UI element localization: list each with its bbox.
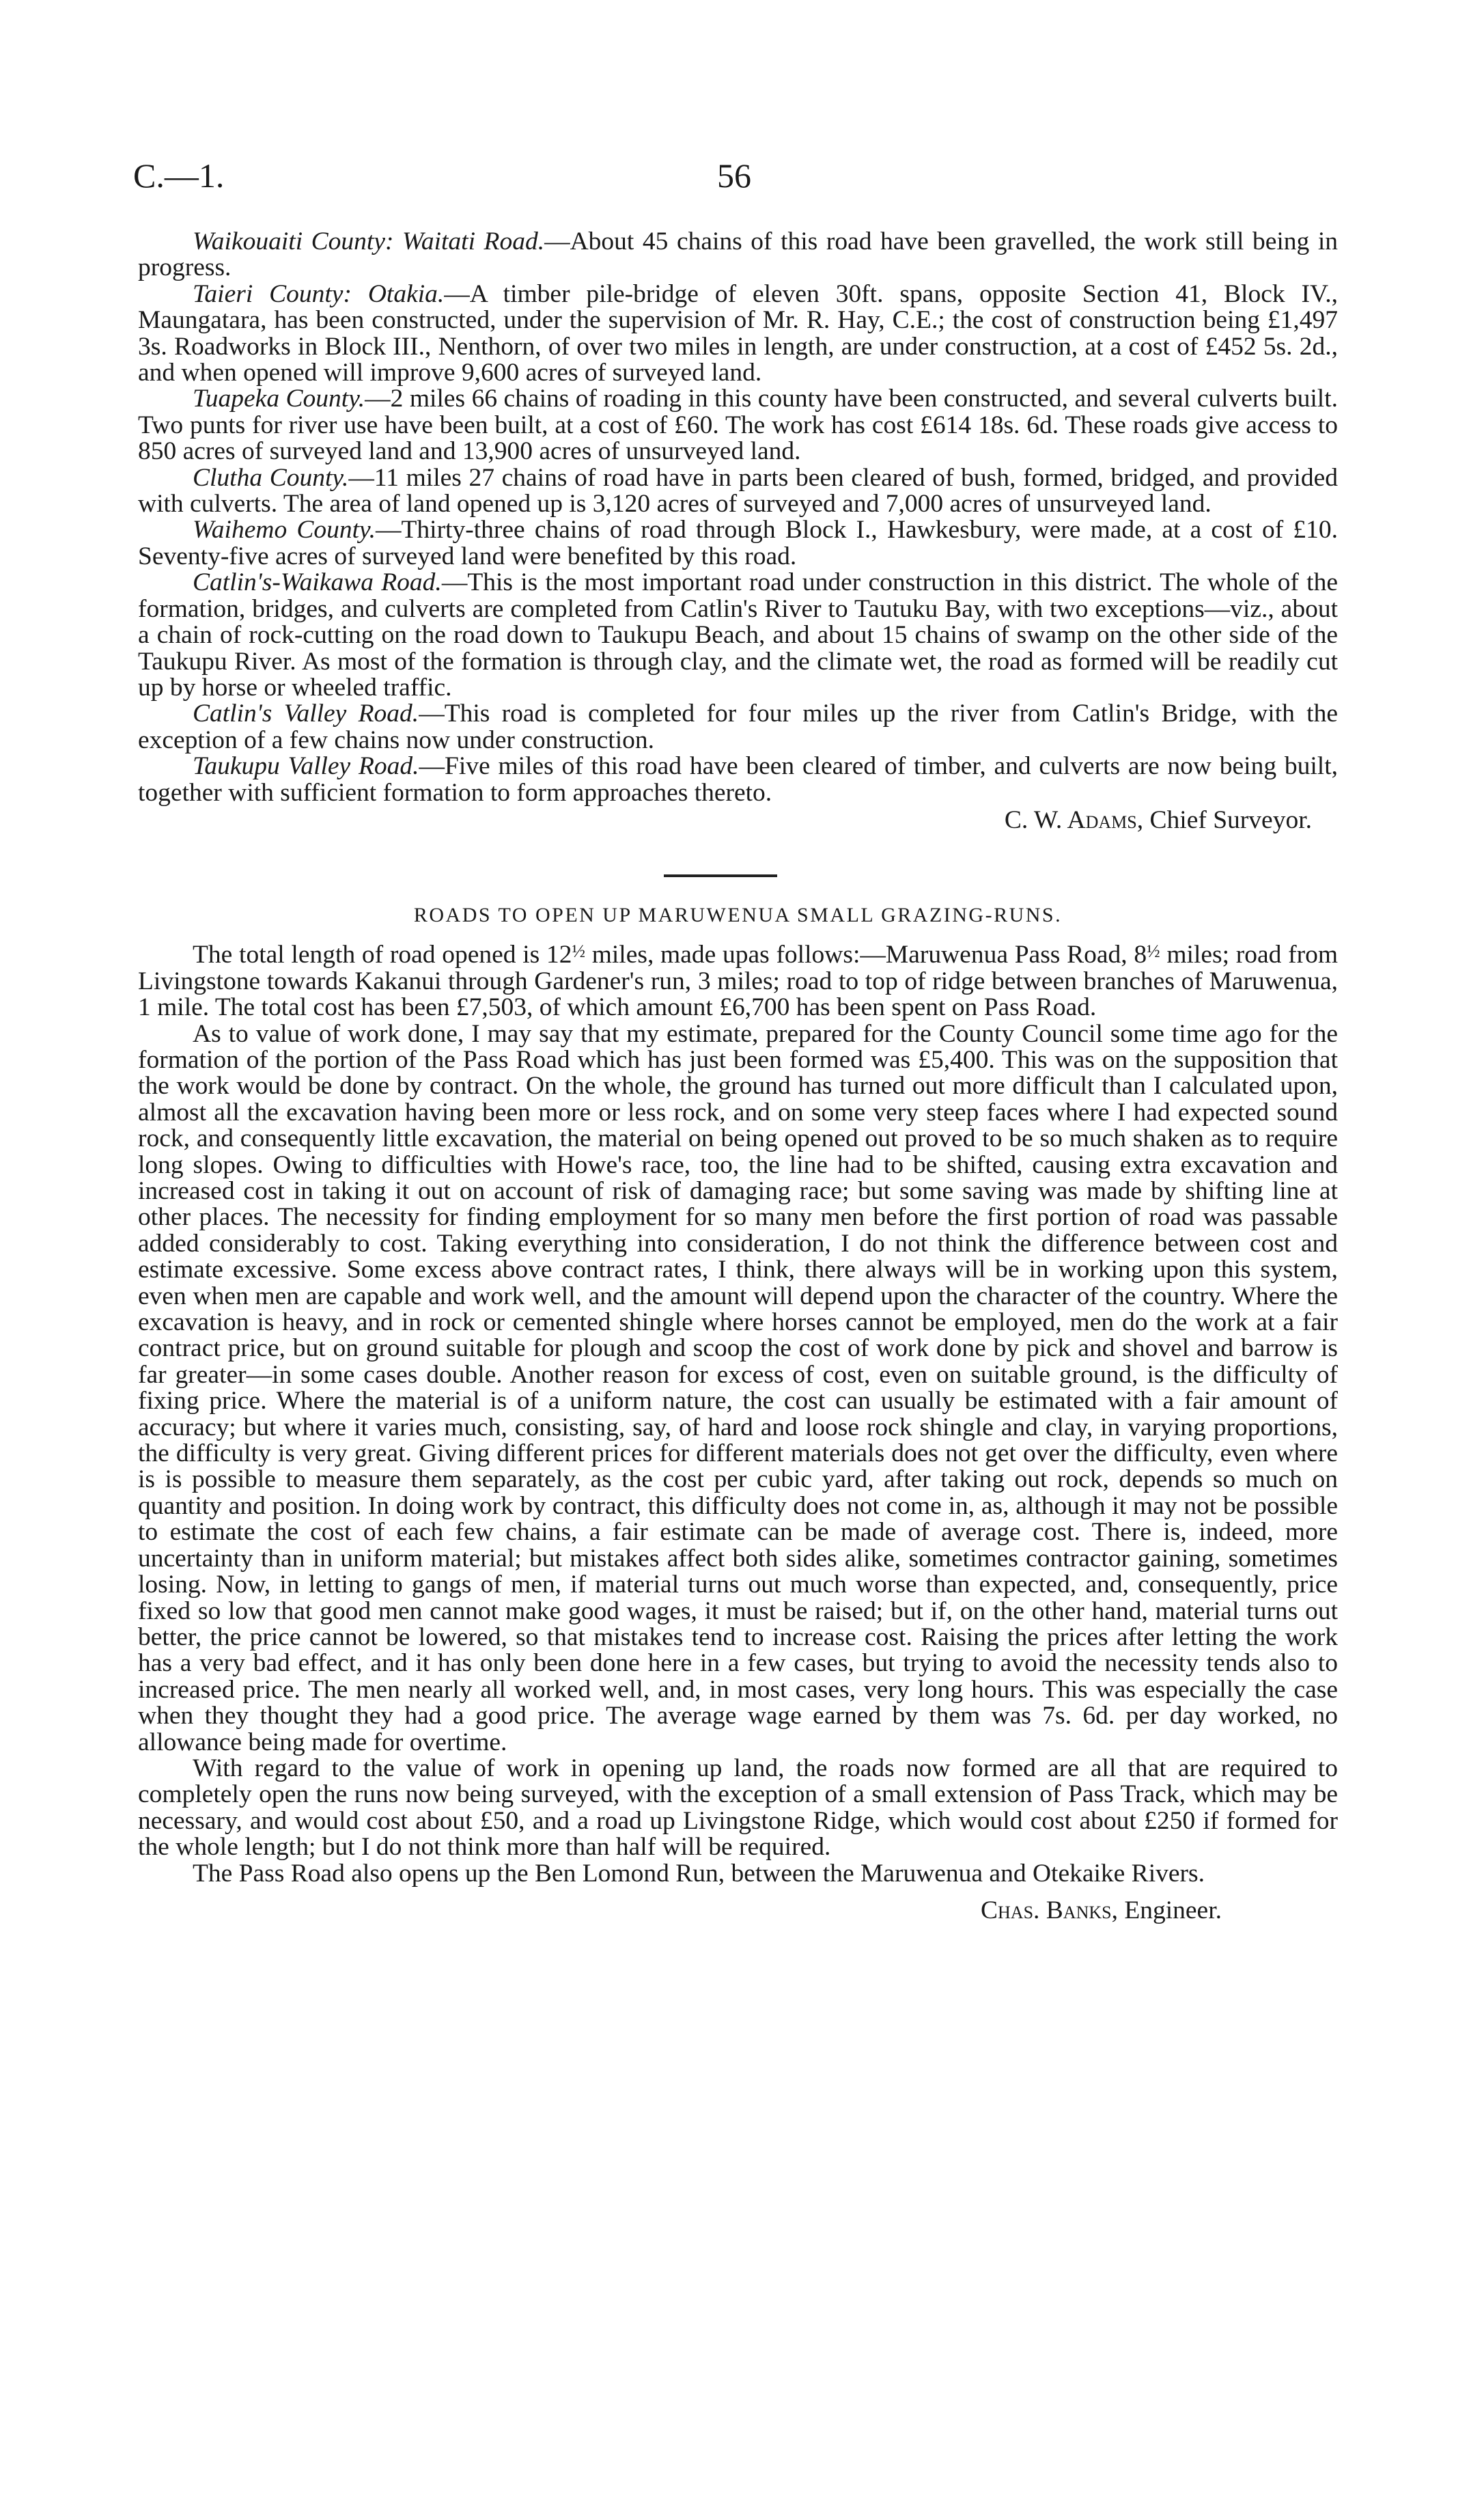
paragraph-tuapeka xyxy=(138,386,1338,465)
paragraph-caption: Waihemo County. xyxy=(193,516,376,544)
paragraph-otakia xyxy=(138,281,1338,387)
paragraph-clutha xyxy=(138,465,1338,518)
paragraph-caption: Taieri County: Otakia. xyxy=(193,279,445,308)
signatory-name: Chas. Banks xyxy=(981,1896,1112,1924)
signatory-title: , Chief Surveyor. xyxy=(1136,805,1312,834)
paragraph-text: —About 45 chains of this road have been gravelled, the work still being in progress. xyxy=(138,227,1338,282)
paragraph-text: —This road is completed for four miles up the river from Catlin's Bridge, with the exception of a few chains now under construction. xyxy=(138,700,1338,754)
paragraph-taukupu-valley xyxy=(138,754,1338,806)
fraction: ½ xyxy=(1147,941,1160,962)
paragraph-text: —11 miles 27 chains of road have in parts been cleared of bush, formed, bridged, and provided with culverts. The area of land opened up is 3,120 acres of surveyed and 7,000 acres of unsurveyed land. xyxy=(138,463,1338,519)
paragraph-caption: Tuapeka County. xyxy=(193,385,365,413)
signatory-name: C. W. Adams xyxy=(1004,805,1137,834)
divider-line xyxy=(664,874,777,877)
paragraph-caption: Catlin's Valley Road. xyxy=(193,700,419,728)
page-number: 56 xyxy=(717,156,751,195)
text-run: miles; road from Livingstone towards Kakanui through Gardener's run, 3 miles; road to top of ridge between branches of Maruwenua, 1 mile. The total cost has been £7,503, of which amount £6,700 has been spent on Pass Road. xyxy=(138,941,1339,1022)
paragraph-catlins-waikawa xyxy=(138,570,1338,701)
text-run: miles, made upas follows:—Maruwenua Pass Road, 8 xyxy=(585,941,1147,969)
paragraph-waihemo xyxy=(138,517,1338,570)
fraction: ½ xyxy=(572,941,585,962)
paragraph-ben-lomond: The Pass Road also opens up the Ben Lomond Run, between the Maruwenua and Otekaike Rivers. xyxy=(193,1859,1205,1888)
paragraph-waitati-road xyxy=(138,229,1338,281)
paragraph-text: —2 miles 66 chains of roading in this county have been constructed, and several culverts built. Two punts for river use have been built, at a cost of £60. The work has cost £614 18s. 6d. These roads give access to 850 acres of surveyed land and 13,900 acres of unsurveyed land. xyxy=(138,385,1338,466)
paragraph-road-lengths xyxy=(138,939,1338,1021)
page-header xyxy=(133,156,1349,204)
section-divider xyxy=(138,833,1338,902)
paragraph-catlins-valley xyxy=(138,701,1338,754)
paragraph-caption: Waikouaiti County: Waitati Road. xyxy=(193,227,545,255)
document-code: C.—1. xyxy=(133,156,225,195)
paragraph-opening-land: With regard to the value of work in opening up land, the roads now formed are all that are required to completely open the runs now being surveyed, with the exception of a small extension of Pass Track, which may be necessary, and would cost about £50, and a road up Livingstone Ridge, which would cost about £250 if formed for the whole length; but I do not think more than half will be required. xyxy=(138,1754,1338,1862)
signature-chief-surveyor xyxy=(138,807,1338,833)
signatory-title: , Engineer. xyxy=(1111,1896,1222,1924)
paragraph-text: —This is the most important road under construction in this district. The whole of the formation, bridges, and culverts are completed from Catlin's River to Tautuku Bay, with two exceptions—viz., about a chain of rock-cutting on the road down to Taukupu Beach, and about 15 chains of swamp on the other side of the Taukupu River. As most of the formation is through clay, and the climate wet, the road as formed will be readily cut up by horse or wheeled traffic. xyxy=(138,568,1338,702)
text-run: The total length of road opened is 12 xyxy=(193,941,572,969)
section-heading: ROADS TO OPEN UP MARUWENUA SMALL GRAZING-RUNS. xyxy=(413,904,1063,927)
paragraph-caption: Clutha County. xyxy=(193,463,349,492)
page-body xyxy=(138,229,1338,1924)
paragraph-text: —Thirty-three chains of road through Block I., Hawkesbury, were made, at a cost of £10. Seventy-five acres of surveyed land were benefited by this road. xyxy=(138,516,1338,570)
paragraph-value-of-work: As to value of work done, I may say that my estimate, prepared for the County Council some time ago for the formation of the portion of the Pass Road which has just been formed was £5,400. This was on the supposition that the work would be done by contract. On the whole, the ground has turned out more difficult than I calculated upon, almost all the excavation having been more or less rock, and on some very steep faces where I had expected sound rock, and consequently little excavation, the material on being opened out proved to be so much shaken as to require long slopes. Owing to difficulties with Howe's race, too, the line had to be shifted, causing extra excavation and increased cost in taking it out on account of risk of damaging race; but some saving was made by shifting line at other places. The necessity for finding employment for so many men before the first portion of road was passable added considerably to cost. Taking everything into consideration, I do not think the difference between cost and estimate excessive. Some excess above contract rates, I think, there always will be in working upon this system, even when men are capable and work well, and the amount will depend upon the character of the country. Where the excavation is heavy, and in rock or cemented shingle where horses cannot be employed, men do the work at a fair contract price, but on ground suitable for plough and scoop the cost of work done by pick and shovel and barrow is far greater—in some cases double. Another reason for excess of cost, even on suitable ground, is the difficulty of fixing price. Where the material is of a uniform nature, the cost can usually be estimated with a fair amount of accuracy; but where it varies much, consisting, say, of hard and loose rock shingle and clay, in varying proportions, the difficulty is very great. Giving different prices for different materials does not get over the difficulty, even where is is possible to measure them separately, as the cost per cubic yard, after taking out rock, depends so much on quantity and position. In doing work by contract, this difficulty does not come in, as, although it may not be possible to estimate the cost of each few chains, a fair estimate can be made of average cost. There is, indeed, more uncertainty than in uniform material; but mistakes affect both sides alike, sometimes contractor gaining, sometimes losing. Now, in letting to gangs of men, if material turns out much worse than expected, and, consequently, price fixed so low that good men cannot make good wages, it must be raised; but if, on the other hand, material turns out better, the price cannot be lowered, so that mistakes tend to increase cost. Raising the prices after letting the work has a very bad effect, and it has only been done here in a few cases, but trying to avoid the necessity tends also to increased price. The men nearly all worked well, and, in most cases, very long hours. This was especially the case when they thought they had a good price. The average wage earned by them was 7s. 6d. per day worked, no allowance being made for overtime. xyxy=(138,1019,1338,1756)
paragraph-text: —Five miles of this road have been cleared of timber, and culverts are now being built, together with sufficient formation to form approaches thereto. xyxy=(138,752,1338,807)
signature-engineer xyxy=(138,1898,1338,1924)
paragraph-caption: Taukupu Valley Road. xyxy=(193,752,419,781)
paragraph-text: —A timber pile-bridge of eleven 30ft. spans, opposite Section 41, Block IV., Maungatara, has been constructed, under the supervision of Mr. R. Hay, C.E.; the cost of construction being £1,497 3s. Roadworks in Block III., Nenthorn, of over two miles in length, are under construction, at a cost of £452 5s. 2d., and when opened will improve 9,600 acres of surveyed land. xyxy=(138,279,1338,387)
paragraph-caption: Catlin's-Waikawa Road. xyxy=(193,568,442,597)
